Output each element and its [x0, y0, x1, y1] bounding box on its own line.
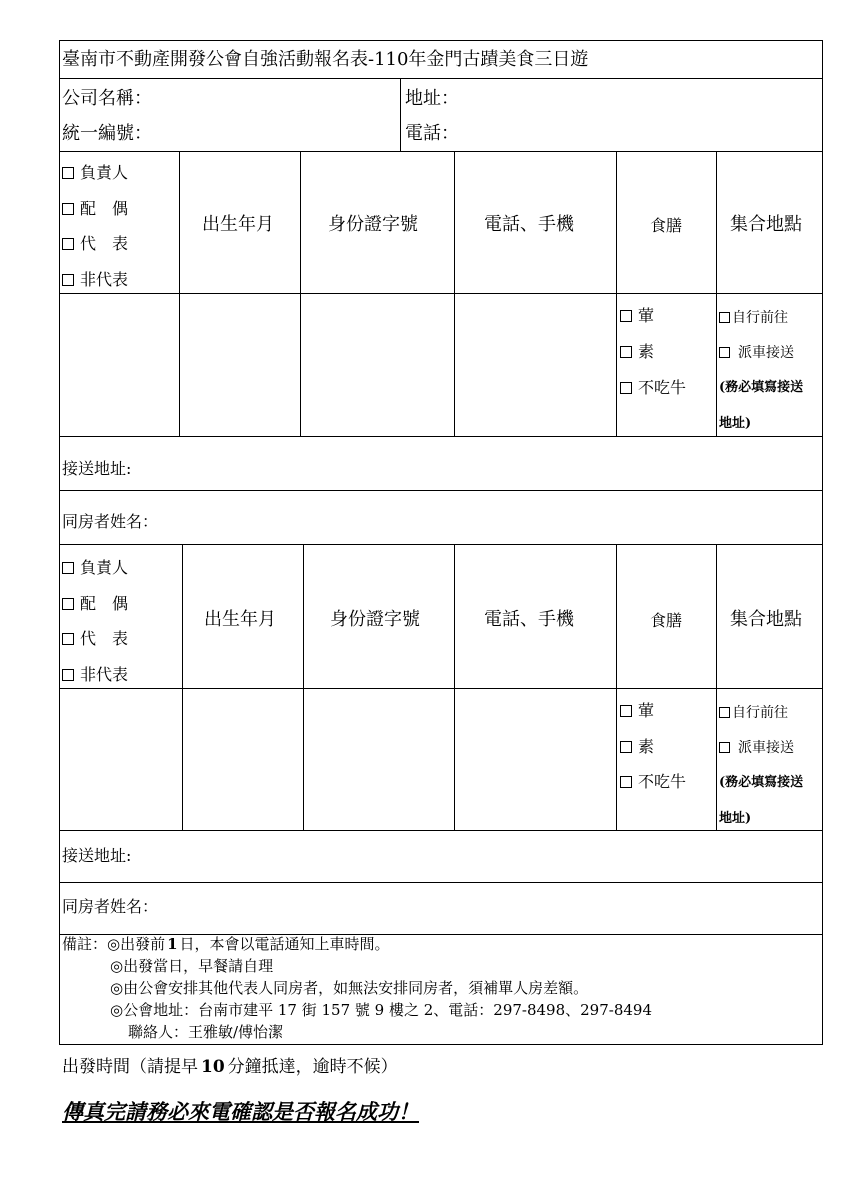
header2-divider	[59, 688, 823, 689]
t1-col1	[179, 151, 180, 436]
roommate-name-label[interactable]: 同房者姓名：	[62, 897, 159, 916]
checkbox-icon[interactable]	[719, 347, 730, 358]
address-label[interactable]: 地址：	[405, 88, 459, 109]
checkbox-icon[interactable]	[620, 705, 632, 717]
notes-line-4: ◎公會地址：台南市建平 17 街 157 號 9 樓之 2、電話：297-8498、297-8494	[110, 1001, 653, 1019]
meal-option-no-beef[interactable]	[620, 774, 686, 790]
notes-line-2: ◎出發當日，早餐請自理	[110, 957, 274, 975]
role-label: 非代表	[80, 665, 129, 684]
role-label: 負責人	[80, 558, 129, 577]
checkbox-icon[interactable]	[620, 346, 632, 358]
meal-option-vegetarian[interactable]	[620, 344, 654, 360]
fax-confirmation-notice: 傳真完請務必來電確認是否報名成功！	[62, 1099, 419, 1124]
meeting-shuttle-note-cont: 地址)	[719, 811, 752, 826]
departure-text: 出發時間（請提早	[62, 1057, 198, 1077]
notes-text: ◎出發前	[107, 935, 166, 953]
header-phone: 電話、手機	[484, 609, 574, 630]
header-phone: 電話、手機	[484, 214, 574, 235]
role-label: 非代表	[80, 270, 129, 289]
checkbox-icon[interactable]	[62, 669, 74, 681]
frame-bottom	[59, 1044, 823, 1045]
t2-col2	[303, 544, 304, 830]
meal-option-meat[interactable]	[620, 703, 654, 719]
pickup-address-label[interactable]: 接送地址:	[62, 459, 132, 478]
meeting-shuttle-note: (務必填寫接送	[719, 775, 804, 790]
header-birth: 出生年月	[202, 214, 274, 235]
meeting-label: 自行前往	[732, 310, 788, 326]
header-meal: 食膳	[650, 216, 683, 235]
meeting-shuttle-note-cont: 地址)	[719, 416, 752, 431]
checkbox-icon[interactable]	[620, 776, 632, 788]
departure-emphasis: 10	[201, 1057, 225, 1077]
notes-line-3: ◎由公會安排其他代表人同房者，如無法安排同房者，須補單人房差額。	[110, 979, 589, 997]
checkbox-icon[interactable]	[62, 238, 74, 250]
title-divider	[59, 78, 823, 79]
company-name-label[interactable]: 公司名稱：	[62, 88, 152, 109]
meeting-label: 派車接送	[738, 345, 794, 361]
meal-label: 不吃牛	[638, 378, 687, 397]
t2-col1	[182, 544, 183, 830]
room1-divider	[59, 544, 823, 545]
checkbox-icon[interactable]	[719, 707, 730, 718]
meeting-option-shuttle[interactable]	[719, 741, 794, 755]
notes-line-1	[62, 937, 390, 952]
t1-col4	[616, 151, 617, 436]
meal-option-no-beef[interactable]	[620, 380, 686, 396]
pickup-address-label[interactable]: 接送地址:	[62, 846, 132, 865]
checkbox-icon[interactable]	[62, 633, 74, 645]
header-meeting-point: 集合地點	[730, 609, 802, 630]
meeting-option-shuttle[interactable]	[719, 346, 794, 360]
frame-top	[59, 40, 823, 41]
company-address-divider	[400, 78, 401, 151]
role-option-representative[interactable]	[62, 631, 128, 647]
role-option-spouse[interactable]	[62, 596, 128, 612]
role-option-owner[interactable]	[62, 560, 128, 576]
notes-prefix: 備註：	[62, 935, 108, 953]
company-divider	[59, 151, 823, 152]
checkbox-icon[interactable]	[620, 382, 632, 394]
notes-emphasis: 1	[167, 935, 178, 953]
roommate-name-label[interactable]: 同房者姓名：	[62, 512, 159, 531]
data1-divider	[59, 436, 823, 437]
meal-label: 素	[638, 737, 655, 756]
phone-label[interactable]: 電話：	[405, 123, 459, 144]
checkbox-icon[interactable]	[620, 741, 632, 753]
role-label: 配 偶	[80, 199, 129, 218]
role-label: 配 偶	[80, 594, 129, 613]
role-option-representative[interactable]	[62, 236, 128, 252]
role-option-non-representative[interactable]	[62, 272, 128, 288]
meal-label: 葷	[638, 306, 655, 325]
role-option-owner[interactable]	[62, 165, 128, 181]
header1-divider	[59, 293, 823, 294]
meal-label: 葷	[638, 701, 655, 720]
t2-col3	[454, 544, 455, 830]
header-birth: 出生年月	[204, 609, 276, 630]
role-label: 代 表	[80, 234, 129, 253]
role-label: 代 表	[80, 629, 129, 648]
checkbox-icon[interactable]	[62, 274, 74, 286]
tax-id-label[interactable]: 統一編號：	[62, 123, 152, 144]
meeting-option-self[interactable]	[719, 706, 788, 720]
role-option-non-representative[interactable]	[62, 667, 128, 683]
meal-option-meat[interactable]	[620, 308, 654, 324]
checkbox-icon[interactable]	[719, 742, 730, 753]
header-meeting-point: 集合地點	[730, 214, 802, 235]
header-id-number: 身份證字號	[328, 214, 418, 235]
notes-line-5: 聯絡人：王雅敏/傅怡潔	[128, 1023, 284, 1041]
meal-label: 不吃牛	[638, 772, 687, 791]
meeting-option-self[interactable]	[719, 311, 788, 325]
t1-col3	[454, 151, 455, 436]
t2-col4	[616, 544, 617, 830]
pickup2-divider	[59, 882, 823, 883]
checkbox-icon[interactable]	[62, 562, 74, 574]
checkbox-icon[interactable]	[62, 598, 74, 610]
meal-label: 素	[638, 342, 655, 361]
meeting-label: 派車接送	[738, 740, 794, 756]
meeting-label: 自行前往	[732, 705, 788, 721]
checkbox-icon[interactable]	[62, 167, 74, 179]
frame-right	[822, 40, 823, 1045]
meeting-shuttle-note: (務必填寫接送	[719, 380, 804, 395]
frame-left	[59, 40, 60, 1045]
form-title: 臺南市不動產開發公會自強活動報名表-110年金門古蹟美食三日遊	[62, 49, 589, 70]
meal-option-vegetarian[interactable]	[620, 739, 654, 755]
checkbox-icon[interactable]	[719, 312, 730, 323]
header-meal: 食膳	[650, 611, 683, 630]
t1-col2	[300, 151, 301, 436]
checkbox-icon[interactable]	[62, 203, 74, 215]
departure-text: 分鐘抵達，逾時不候）	[227, 1057, 398, 1077]
departure-time-notice	[62, 1059, 398, 1076]
t2-col5	[716, 544, 717, 830]
pickup1-divider	[59, 490, 823, 491]
t1-col5	[716, 151, 717, 436]
header-id-number: 身份證字號	[330, 609, 420, 630]
notes-text: 日，本會以電話通知上車時間。	[179, 935, 390, 953]
role-option-spouse[interactable]	[62, 201, 128, 217]
role-label: 負責人	[80, 163, 129, 182]
checkbox-icon[interactable]	[620, 310, 632, 322]
data2-divider	[59, 830, 823, 831]
